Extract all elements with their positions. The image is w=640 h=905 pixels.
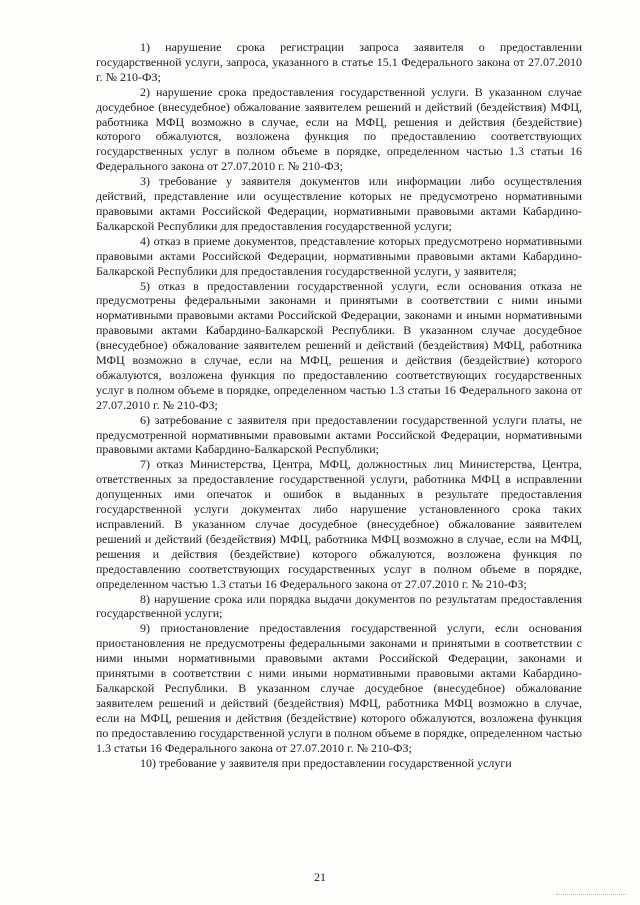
document-body (96, 40, 582, 770)
list-item-5: 5) отказ в предоставлении государственной услуги, если основания отказа не предусмотрены федеральными законами и принятыми в соответствии с ними иными нормативными правовыми актами Российской Федерации, законами и иными нормативными правовыми актами Кабардино-Балкарской Республики. В указанном случае досудебное (внесудебное) обжалование заявителем решений и действий (бездействия) МФЦ, работника МФЦ возможно в случае, если на МФЦ, решения и действия (бездействие) которого обжалуются, возложена функция по предоставлению соответствующих государственных услуг в полном объеме в порядке, определенном частью 1.3 статьи 16 Федерального закона от 27.07.2010 г. № 210-ФЗ; (96, 278, 582, 412)
list-item-4: 4) отказ в приеме документов, представление которых предусмотрено нормативными правовыми актами Российской Федерации, нормативными правовыми актами Кабардино-Балкарской Республики для предоставления государственной услуги, у заявителя; (96, 233, 582, 278)
list-item-10: 10) требование у заявителя при предоставлении государственной услуги (140, 755, 512, 770)
page-number: 21 (314, 870, 326, 884)
list-item-6: 6) затребование с заявителя при предоставлении государственной услуги платы, не предусмотренной нормативными правовыми актами Российской Федерации, нормативными правовыми актами Кабардино-Балкарской Республики; (96, 412, 582, 457)
list-item-9: 9) приостановление предоставления государственной услуги, если основания приостановления не предусмотрены федеральными законами и принятыми в соответствии с ними иными нормативными правовыми актами Российской Федерации, законами и принятыми в соответствии с ними иными нормативными правовыми актами Кабардино-Балкарской Республики. В указанном случае досудебное (внесудебное) обжалование заявителем решений и действий (бездействия) МФЦ, работника МФЦ возможно в случае, если на МФЦ, решения и действия (бездействие) которого обжалуются, возложена функция по предоставлению государственной услуги в полном объеме в порядке, определенном частью 1.3 статьи 16 Федерального закона от 27.07.2010 г. № 210-ФЗ; (96, 621, 582, 755)
list-item-1: 1) нарушение срока регистрации запроса заявителя о предоставлении государственной услуги, запроса, указанного в статье 15.1 Федерального закона от 27.07.2010 г. № 210-ФЗ; (96, 40, 582, 84)
scan-artifact (556, 892, 626, 895)
list-item-8: 8) нарушение срока или порядка выдачи документов по результатам предоставления государственной услуги; (96, 591, 582, 621)
list-item-7: 7) отказ Министерства, Центра, МФЦ, должностных лиц Министерства, Центра, ответственных за предоставление государственной услуги, работника МФЦ в исправлении допущенных ими опечаток и ошибок в выданных в результате предоставления государственной услуги документах либо нарушение установленного срока таких исправлений. В указанном случае досудебное (внесудебное) обжалование заявителем решений и действий (бездействия) МФЦ, работника МФЦ возможно в случае, если на МФЦ, решения и действия (бездействие) которого обжалуются, возложена функция по предоставлению соответствующих государственных услуг в полном объеме в порядке, определенном частью 1.3 статьи 16 Федерального закона от 27.07.2010 г. № 210-ФЗ; (96, 457, 582, 591)
list-item-3: 3) требование у заявителя документов или информации либо осуществления действий, представление или осуществление которых не предусмотрено нормативными правовыми актами Российской Федерации, нормативными правовыми актами Кабардино-Балкарской Республики для предоставления государственной услуги; (96, 174, 582, 233)
list-item-2: 2) нарушение срока предоставления государственной услуги. В указанном случае досудебное (внесудебное) обжалование заявителем решений и действий (бездействия) МФЦ, работника МФЦ возможно в случае, если на МФЦ, решения и действия (бездействие) которого обжалуются, возложена функция по предоставлению соответствующих государственных услуг в полном объеме в порядке, определенном частью 1.3 статьи 16 Федерального закона от 27.07.2010 г. № 210-ФЗ; (96, 84, 582, 174)
